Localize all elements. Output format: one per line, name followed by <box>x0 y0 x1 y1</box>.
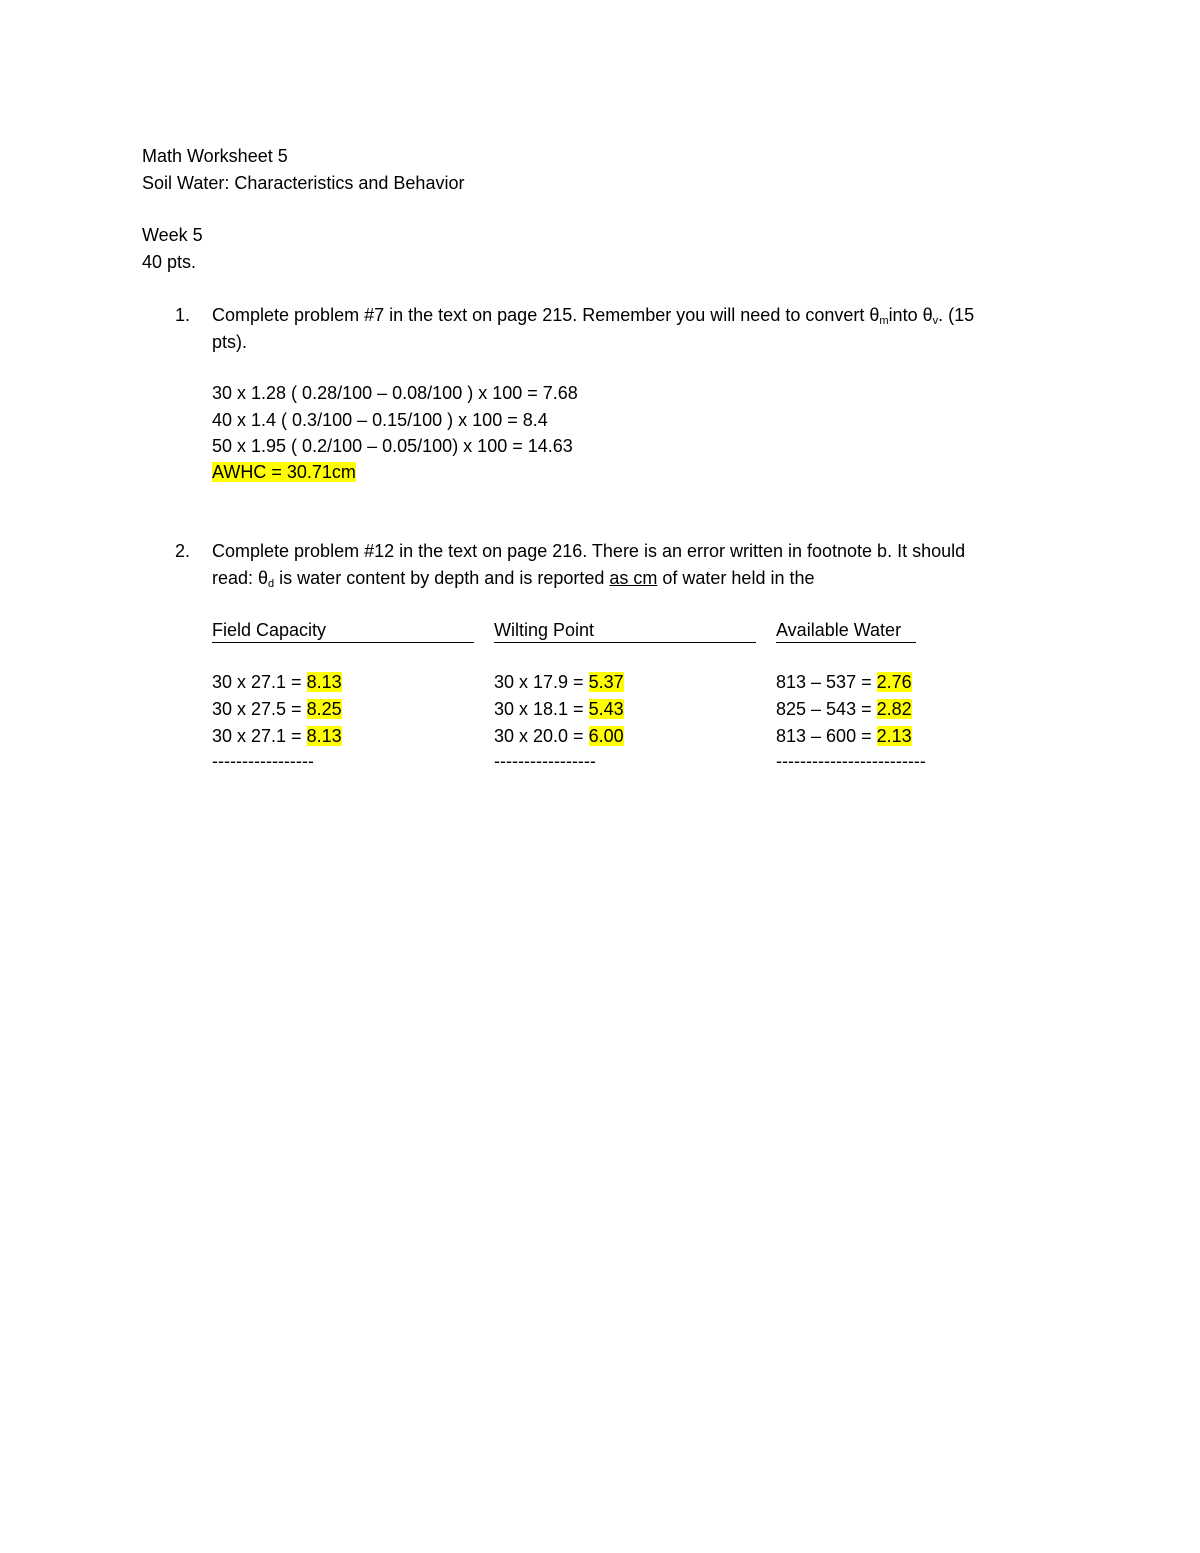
wp-expr: 30 x 17.9 = <box>494 672 589 692</box>
wp-value: 5.37 <box>588 672 624 692</box>
q1-calc-3: 50 x 1.95 ( 0.2/100 – 0.05/100) x 100 = 14.63 <box>212 436 573 456</box>
wp-value: 5.43 <box>588 699 624 719</box>
q1-answer <box>212 461 356 483</box>
fc-value: 8.13 <box>306 726 342 746</box>
table-row-3-wp <box>494 725 624 747</box>
table-row-1-aw <box>776 671 912 693</box>
q1-text-b: into θ <box>888 305 933 325</box>
q2-prompt-line2 <box>212 567 815 595</box>
dash-line-wp: ----------------- <box>494 751 596 771</box>
aw-expr: 813 – 600 = <box>776 726 877 746</box>
q1-text-c: . (15 <box>938 305 975 325</box>
table-row-1-wp <box>494 671 624 693</box>
q2-text-b2: is water content by depth and is reported <box>274 568 610 588</box>
theta-v-subscript: v <box>932 315 939 327</box>
q2-text-b1: read: θ <box>212 568 269 588</box>
q2-underlined-as-cm: as cm <box>609 568 658 588</box>
theta-d-subscript: d <box>268 578 275 590</box>
q1-text-a: Complete problem #7 in the text on page 215. Remember you will need to convert θ <box>212 305 880 325</box>
doc-subtitle: Soil Water: Characteristics and Behavior <box>142 173 465 193</box>
aw-expr: 825 – 543 = <box>776 699 877 719</box>
fc-value: 8.25 <box>306 699 342 719</box>
fc-expr: 30 x 27.1 = <box>212 672 307 692</box>
table-row-1-fc <box>212 671 342 693</box>
fc-expr: 30 x 27.5 = <box>212 699 307 719</box>
q1-calc-2: 40 x 1.4 ( 0.3/100 – 0.15/100 ) x 100 = 8.4 <box>212 410 548 430</box>
aw-expr: 813 – 537 = <box>776 672 877 692</box>
header-field-capacity: Field Capacity <box>212 619 474 643</box>
awhc-answer-highlight: AWHC = 30.71cm <box>212 462 356 482</box>
doc-title: Math Worksheet 5 <box>142 146 288 166</box>
header-available-water: Available Water <box>776 619 916 643</box>
aw-value: 2.82 <box>876 699 912 719</box>
wp-value: 6.00 <box>588 726 624 746</box>
aw-value: 2.76 <box>876 672 912 692</box>
fc-value: 8.13 <box>306 672 342 692</box>
q1-prompt-line2: pts). <box>212 332 248 352</box>
table-row-2-aw <box>776 698 912 720</box>
table-row-3-aw <box>776 725 912 747</box>
wp-expr: 30 x 18.1 = <box>494 699 589 719</box>
q1-calc-1: 30 x 1.28 ( 0.28/100 – 0.08/100 ) x 100 = 7.68 <box>212 383 578 403</box>
q1-number: 1. <box>175 305 191 325</box>
points-label: 40 pts. <box>142 252 197 272</box>
q2-prompt-line1: Complete problem #12 in the text on page 216. There is an error written in footnote b. It should <box>212 541 966 561</box>
dash-line-fc: ----------------- <box>212 751 314 771</box>
table-row-2-wp <box>494 698 624 720</box>
theta-m-subscript: m <box>879 315 889 327</box>
q2-number: 2. <box>175 541 191 561</box>
week-label: Week 5 <box>142 225 203 245</box>
header-wilting-point: Wilting Point <box>494 619 756 643</box>
table-row-2-fc <box>212 698 342 720</box>
q1-prompt-line1 <box>212 304 974 332</box>
fc-expr: 30 x 27.1 = <box>212 726 307 746</box>
aw-value: 2.13 <box>876 726 912 746</box>
table-row-3-fc <box>212 725 342 747</box>
dash-line-aw: ------------------------- <box>776 751 926 771</box>
wp-expr: 30 x 20.0 = <box>494 726 589 746</box>
q2-text-b4: of water held in the <box>657 568 815 588</box>
